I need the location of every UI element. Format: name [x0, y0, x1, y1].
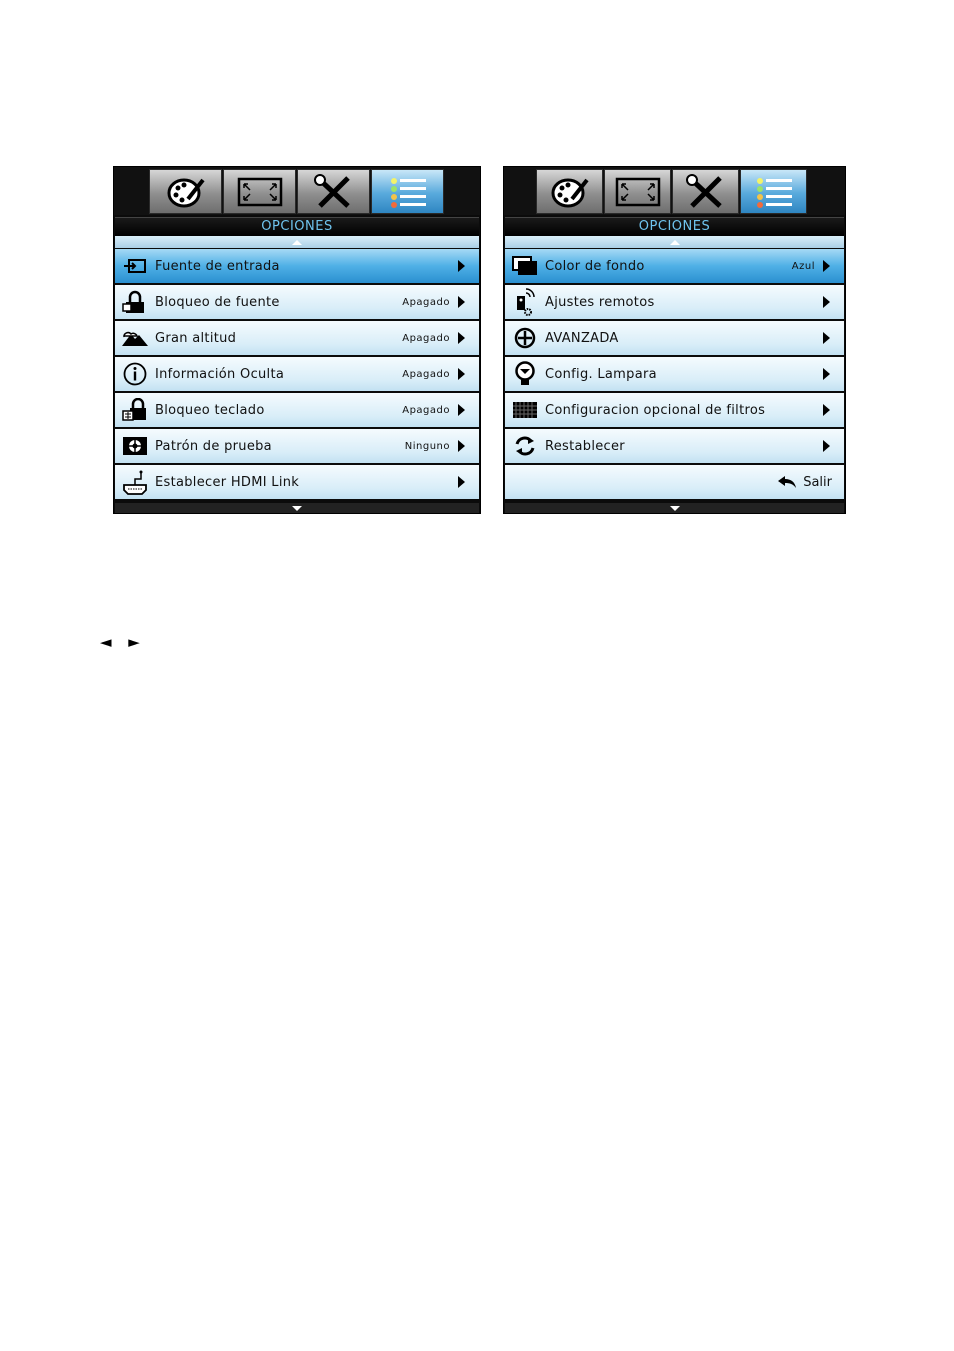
menu-item-label: Restablecer — [545, 438, 625, 454]
chevron-right-icon — [458, 260, 465, 272]
exit-label: Salir — [803, 474, 832, 490]
menu-title: OPCIONES — [115, 217, 479, 237]
menu-item-label: Patrón de prueba — [155, 438, 272, 454]
menu-item-lamp-settings[interactable] — [505, 357, 844, 391]
scroll-up-indicator[interactable] — [115, 236, 479, 248]
options-menu-left — [113, 166, 481, 514]
background-color-icon — [505, 256, 545, 276]
chevron-right-icon — [823, 440, 830, 452]
scroll-down-indicator[interactable] — [505, 503, 844, 513]
filter-icon — [505, 401, 545, 419]
menu-item-label: Fuente de entrada — [155, 258, 280, 274]
hdmi-link-icon — [115, 469, 155, 495]
menu-item-label: Bloqueo de fuente — [155, 294, 280, 310]
menu-item-value: Apagado — [402, 404, 450, 416]
advanced-icon — [505, 327, 545, 349]
palette-icon — [166, 175, 206, 209]
lamp-settings-icon — [505, 361, 545, 387]
chevron-down-icon — [670, 506, 680, 511]
menu-item-value: Apagado — [402, 296, 450, 308]
chevron-right-icon — [823, 368, 830, 380]
chevron-right-icon — [458, 368, 465, 380]
chevron-right-icon — [458, 476, 465, 488]
menu-item-label: Información Oculta — [155, 366, 285, 382]
tab-image[interactable] — [149, 169, 222, 214]
navigation-arrows-hint: ◄ ► — [100, 633, 146, 651]
tab-bar — [504, 167, 845, 215]
menu-item-hdmi-link[interactable] — [115, 465, 479, 499]
tab-options[interactable] — [371, 169, 444, 214]
chevron-down-icon — [292, 506, 302, 511]
list-icon — [388, 176, 428, 208]
menu-item-label: Color de fondo — [545, 258, 645, 274]
chevron-up-icon — [670, 240, 680, 245]
screen-icon — [237, 177, 283, 207]
info-icon — [115, 362, 155, 386]
tab-setup[interactable] — [297, 169, 370, 214]
tab-display[interactable] — [604, 169, 671, 214]
menu-item-remote-settings[interactable] — [505, 285, 844, 319]
menu-title: OPCIONES — [505, 217, 844, 237]
menu-item-input-source[interactable] — [115, 249, 479, 283]
tab-options[interactable] — [740, 169, 807, 214]
chevron-right-icon — [458, 440, 465, 452]
high-altitude-icon — [115, 329, 155, 347]
chevron-right-icon — [823, 296, 830, 308]
tab-setup[interactable] — [672, 169, 739, 214]
tools-icon — [686, 174, 726, 210]
menu-item-label: AVANZADA — [545, 330, 619, 346]
menu-item-label: Establecer HDMI Link — [155, 474, 300, 490]
test-pattern-icon — [115, 436, 155, 456]
list-icon — [754, 176, 794, 208]
input-source-icon — [115, 258, 155, 274]
return-arrow-icon — [777, 475, 797, 489]
source-lock-icon — [115, 290, 155, 314]
scroll-down-indicator[interactable] — [115, 503, 479, 513]
menu-item-high-altitude[interactable] — [115, 321, 479, 355]
chevron-right-icon — [458, 332, 465, 344]
scroll-up-indicator[interactable] — [505, 236, 844, 248]
menu-item-value: Azul — [791, 260, 815, 272]
menu-item-source-lock[interactable] — [115, 285, 479, 319]
tab-image[interactable] — [536, 169, 603, 214]
menu-item-label: Ajustes remotos — [545, 294, 655, 310]
menu-item-advanced[interactable] — [505, 321, 844, 355]
menu-item-exit[interactable] — [505, 465, 844, 499]
tab-bar — [114, 167, 480, 215]
menu-item-hidden-info[interactable] — [115, 357, 479, 391]
menu-item-value: Ninguno — [404, 440, 450, 452]
chevron-up-icon — [292, 240, 302, 245]
palette-icon — [550, 175, 590, 209]
tools-icon — [314, 174, 354, 210]
chevron-right-icon — [458, 296, 465, 308]
menu-item-background-color[interactable] — [505, 249, 844, 283]
keypad-lock-icon — [115, 398, 155, 422]
chevron-right-icon — [823, 332, 830, 344]
reset-icon — [505, 435, 545, 457]
menu-item-keypad-lock[interactable] — [115, 393, 479, 427]
chevron-right-icon — [458, 404, 465, 416]
menu-item-label: Configuracion opcional de filtros — [545, 402, 766, 418]
menu-item-test-pattern[interactable] — [115, 429, 479, 463]
menu-item-label: Bloqueo teclado — [155, 402, 265, 418]
menu-item-label: Gran altitud — [155, 330, 237, 346]
chevron-right-icon — [823, 404, 830, 416]
menu-item-filter-settings[interactable] — [505, 393, 844, 427]
tab-display[interactable] — [223, 169, 296, 214]
menu-list — [115, 249, 479, 501]
remote-settings-icon — [505, 287, 545, 317]
menu-item-value: Apagado — [402, 368, 450, 380]
chevron-right-icon — [823, 260, 830, 272]
screen-icon — [615, 177, 661, 207]
menu-list — [505, 249, 844, 501]
menu-item-reset[interactable] — [505, 429, 844, 463]
options-menu-right — [503, 166, 846, 514]
menu-item-value: Apagado — [402, 332, 450, 344]
exit-button[interactable] — [777, 475, 832, 490]
menu-item-label: Config. Lampara — [545, 366, 657, 382]
